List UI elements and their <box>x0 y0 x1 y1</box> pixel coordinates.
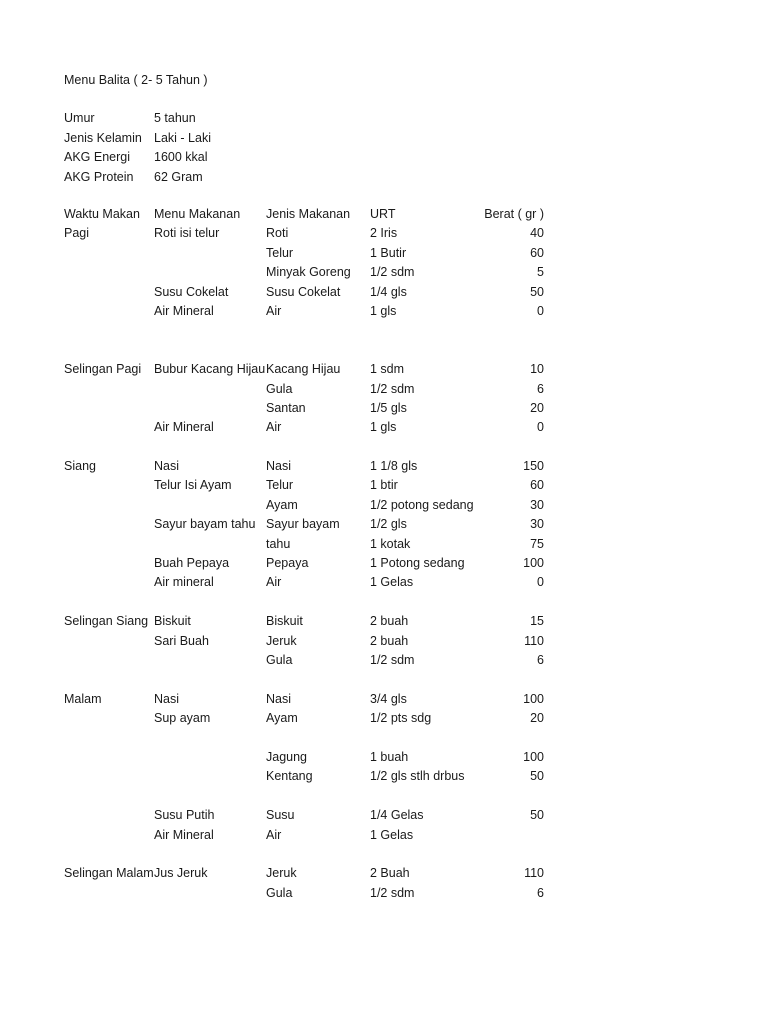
cell-urt: 1 Gelas <box>370 827 414 842</box>
table-row <box>64 515 546 534</box>
table-row <box>64 244 546 263</box>
header-berat: Berat ( gr ) <box>484 207 544 221</box>
info-label: AKG Energi <box>64 150 131 164</box>
cell-urt: 1/2 gls <box>370 517 407 532</box>
cell-urt: 1/2 sdm <box>370 885 415 900</box>
cell-waktu-makan: Pagi <box>64 226 90 241</box>
cell-jenis-makanan: Nasi <box>266 691 292 706</box>
cell-menu-makanan: Biskuit <box>154 614 191 629</box>
header-jenis-makanan: Jenis Makanan <box>266 207 351 221</box>
cell-urt: 2 Buah <box>370 866 410 881</box>
cell-urt: 1 Gelas <box>370 575 414 590</box>
cell-menu-makanan: Nasi <box>154 459 180 474</box>
table-row <box>64 612 546 631</box>
cell-waktu-makan: Malam <box>64 691 102 706</box>
cell-berat: 5 <box>537 265 544 280</box>
cell-jenis-makanan: Jeruk <box>266 866 297 881</box>
cell-jenis-makanan: Ayam <box>266 497 298 512</box>
cell-berat: 50 <box>530 808 544 823</box>
table-row <box>64 748 546 767</box>
cell-berat: 30 <box>530 517 544 532</box>
cell-jenis-makanan: Roti <box>266 226 289 241</box>
cell-menu-makanan: Sari Buah <box>154 633 209 648</box>
table-row <box>64 457 546 476</box>
cell-menu-makanan: Bubur Kacang Hijau <box>154 362 266 377</box>
table-row <box>64 651 546 670</box>
table-row <box>64 864 546 883</box>
cell-jenis-makanan: Sayur bayam <box>266 517 340 532</box>
table-row <box>64 884 546 903</box>
cell-berat: 6 <box>537 885 544 900</box>
cell-berat: 0 <box>537 575 544 590</box>
cell-waktu-makan: Selingan Malam <box>64 866 154 881</box>
table-row <box>64 554 546 573</box>
cell-urt: 1 sdm <box>370 362 405 377</box>
cell-jenis-makanan: Gula <box>266 381 293 396</box>
cell-berat: 6 <box>537 381 544 396</box>
cell-jenis-makanan: Air <box>266 575 282 590</box>
cell-menu-makanan: Sup ayam <box>154 711 211 726</box>
cell-berat: 110 <box>524 866 544 881</box>
cell-jenis-makanan: Jeruk <box>266 633 297 648</box>
cell-jenis-makanan: Susu <box>266 808 295 823</box>
table-row <box>64 729 546 748</box>
cell-menu-makanan: Roti isi telur <box>154 226 220 241</box>
table-row <box>64 535 546 554</box>
header-urt: URT <box>370 207 396 221</box>
table-row <box>64 380 546 399</box>
cell-berat: 100 <box>523 749 544 764</box>
cell-urt: 1 gls <box>370 420 397 435</box>
cell-jenis-makanan: Gula <box>266 652 293 667</box>
table-row <box>64 670 546 689</box>
table-row <box>64 632 546 651</box>
menu-table <box>64 205 546 903</box>
table-row <box>64 787 546 806</box>
cell-urt: 1 Potong sedang <box>370 556 465 571</box>
cell-waktu-makan: Siang <box>64 459 96 474</box>
cell-jenis-makanan: Telur <box>266 245 294 260</box>
cell-jenis-makanan: Telur <box>266 478 294 493</box>
cell-jenis-makanan: Minyak Goreng <box>266 265 351 280</box>
cell-urt: 1/2 pts sdg <box>370 711 432 726</box>
cell-urt: 1/2 sdm <box>370 381 415 396</box>
cell-jenis-makanan: Kacang Hijau <box>266 362 341 377</box>
cell-jenis-makanan: Jagung <box>266 749 308 764</box>
cell-jenis-makanan: Gula <box>266 885 293 900</box>
table-row <box>64 709 546 728</box>
info-label: Umur <box>64 111 95 125</box>
table-row <box>64 690 546 709</box>
cell-jenis-makanan: Ayam <box>266 711 298 726</box>
table-row <box>64 321 546 340</box>
table-row <box>64 341 546 360</box>
table-row <box>64 438 546 457</box>
info-label: Jenis Kelamin <box>64 130 142 145</box>
cell-jenis-makanan: Air <box>266 827 282 842</box>
info-label: AKG Protein <box>64 169 134 184</box>
cell-berat: 75 <box>530 536 544 551</box>
cell-urt: 1 gls <box>370 303 397 318</box>
cell-urt: 1/5 gls <box>370 400 407 415</box>
cell-menu-makanan: Sayur bayam tahu <box>154 517 256 532</box>
cell-berat: 50 <box>530 769 544 784</box>
cell-urt: 1/2 sdm <box>370 265 415 280</box>
cell-waktu-makan: Selingan Siang <box>64 614 149 629</box>
cell-jenis-makanan: Susu Cokelat <box>266 284 341 299</box>
cell-urt: 1 btir <box>370 478 398 493</box>
cell-menu-makanan: Air mineral <box>154 575 214 590</box>
table-row <box>64 263 546 282</box>
cell-berat: 110 <box>524 633 544 648</box>
cell-berat: 0 <box>537 303 544 318</box>
cell-urt: 2 buah <box>370 614 409 629</box>
cell-menu-makanan: Air Mineral <box>154 420 214 435</box>
table-row <box>64 593 546 612</box>
cell-berat: 60 <box>530 245 544 260</box>
header-menu-makanan: Menu Makanan <box>154 207 241 221</box>
cell-berat: 15 <box>530 614 544 629</box>
cell-berat: 0 <box>537 420 544 435</box>
cell-berat: 30 <box>530 497 544 512</box>
table-header-row <box>64 205 546 224</box>
cell-urt: 1/2 gls stlh drbus <box>370 769 465 784</box>
cell-jenis-makanan: Air <box>266 420 282 435</box>
cell-menu-makanan: Nasi <box>154 691 180 706</box>
info-value: 1600 kkal <box>154 150 208 164</box>
table-row <box>64 302 546 321</box>
cell-urt: 1/4 Gelas <box>370 808 424 823</box>
cell-urt: 2 buah <box>370 633 409 648</box>
cell-menu-makanan: Telur Isi Ayam <box>154 478 232 493</box>
cell-urt: 1/4 gls <box>370 284 407 299</box>
cell-urt: 1 buah <box>370 749 409 764</box>
cell-berat: 60 <box>530 478 544 493</box>
cell-waktu-makan: Selingan Pagi <box>64 362 142 377</box>
table-row <box>64 767 546 786</box>
cell-berat: 100 <box>523 556 544 571</box>
table-row <box>64 418 546 437</box>
cell-berat: 10 <box>530 362 544 377</box>
cell-menu-makanan: Susu Cokelat <box>154 284 229 299</box>
cell-urt: 1 1/8 gls <box>370 459 418 474</box>
cell-berat: 100 <box>523 691 544 706</box>
cell-berat: 20 <box>530 711 544 726</box>
table-row <box>64 399 546 418</box>
info-value: 62 Gram <box>154 169 203 184</box>
cell-jenis-makanan: Kentang <box>266 769 313 784</box>
table-row <box>64 496 546 515</box>
cell-berat: 40 <box>530 226 544 241</box>
cell-berat: 50 <box>530 284 544 299</box>
cell-berat: 20 <box>530 400 544 415</box>
cell-berat: 150 <box>523 459 544 474</box>
cell-jenis-makanan: Biskuit <box>266 614 303 629</box>
table-row <box>64 476 546 495</box>
cell-jenis-makanan: Pepaya <box>266 556 309 571</box>
cell-urt: 1/2 potong sedang <box>370 497 474 512</box>
cell-menu-makanan: Air Mineral <box>154 827 214 842</box>
cell-jenis-makanan: Nasi <box>266 459 292 474</box>
cell-menu-makanan: Buah Pepaya <box>154 556 230 571</box>
cell-jenis-makanan: tahu <box>266 536 291 551</box>
table-row <box>64 845 546 864</box>
cell-urt: 2 Iris <box>370 226 398 241</box>
cell-urt: 1 kotak <box>370 536 411 551</box>
table-row <box>64 360 546 379</box>
cell-menu-makanan: Jus Jeruk <box>154 866 208 881</box>
cell-urt: 3/4 gls <box>370 691 407 706</box>
cell-menu-makanan: Air Mineral <box>154 303 214 318</box>
cell-urt: 1 Butir <box>370 245 407 260</box>
table-row <box>64 283 546 302</box>
table-row <box>64 806 546 825</box>
cell-menu-makanan: Susu Putih <box>154 808 215 823</box>
cell-berat: 6 <box>537 652 544 667</box>
table-row <box>64 573 546 592</box>
document-title: Menu Balita ( 2- 5 Tahun ) <box>64 73 208 87</box>
header-waktu-makan: Waktu Makan <box>64 207 140 221</box>
info-value: 5 tahun <box>154 111 196 125</box>
table-row <box>64 224 546 243</box>
cell-jenis-makanan: Air <box>266 303 282 318</box>
info-value: Laki - Laki <box>154 130 211 145</box>
cell-jenis-makanan: Santan <box>266 400 306 415</box>
cell-urt: 1/2 sdm <box>370 652 415 667</box>
table-row <box>64 826 546 845</box>
